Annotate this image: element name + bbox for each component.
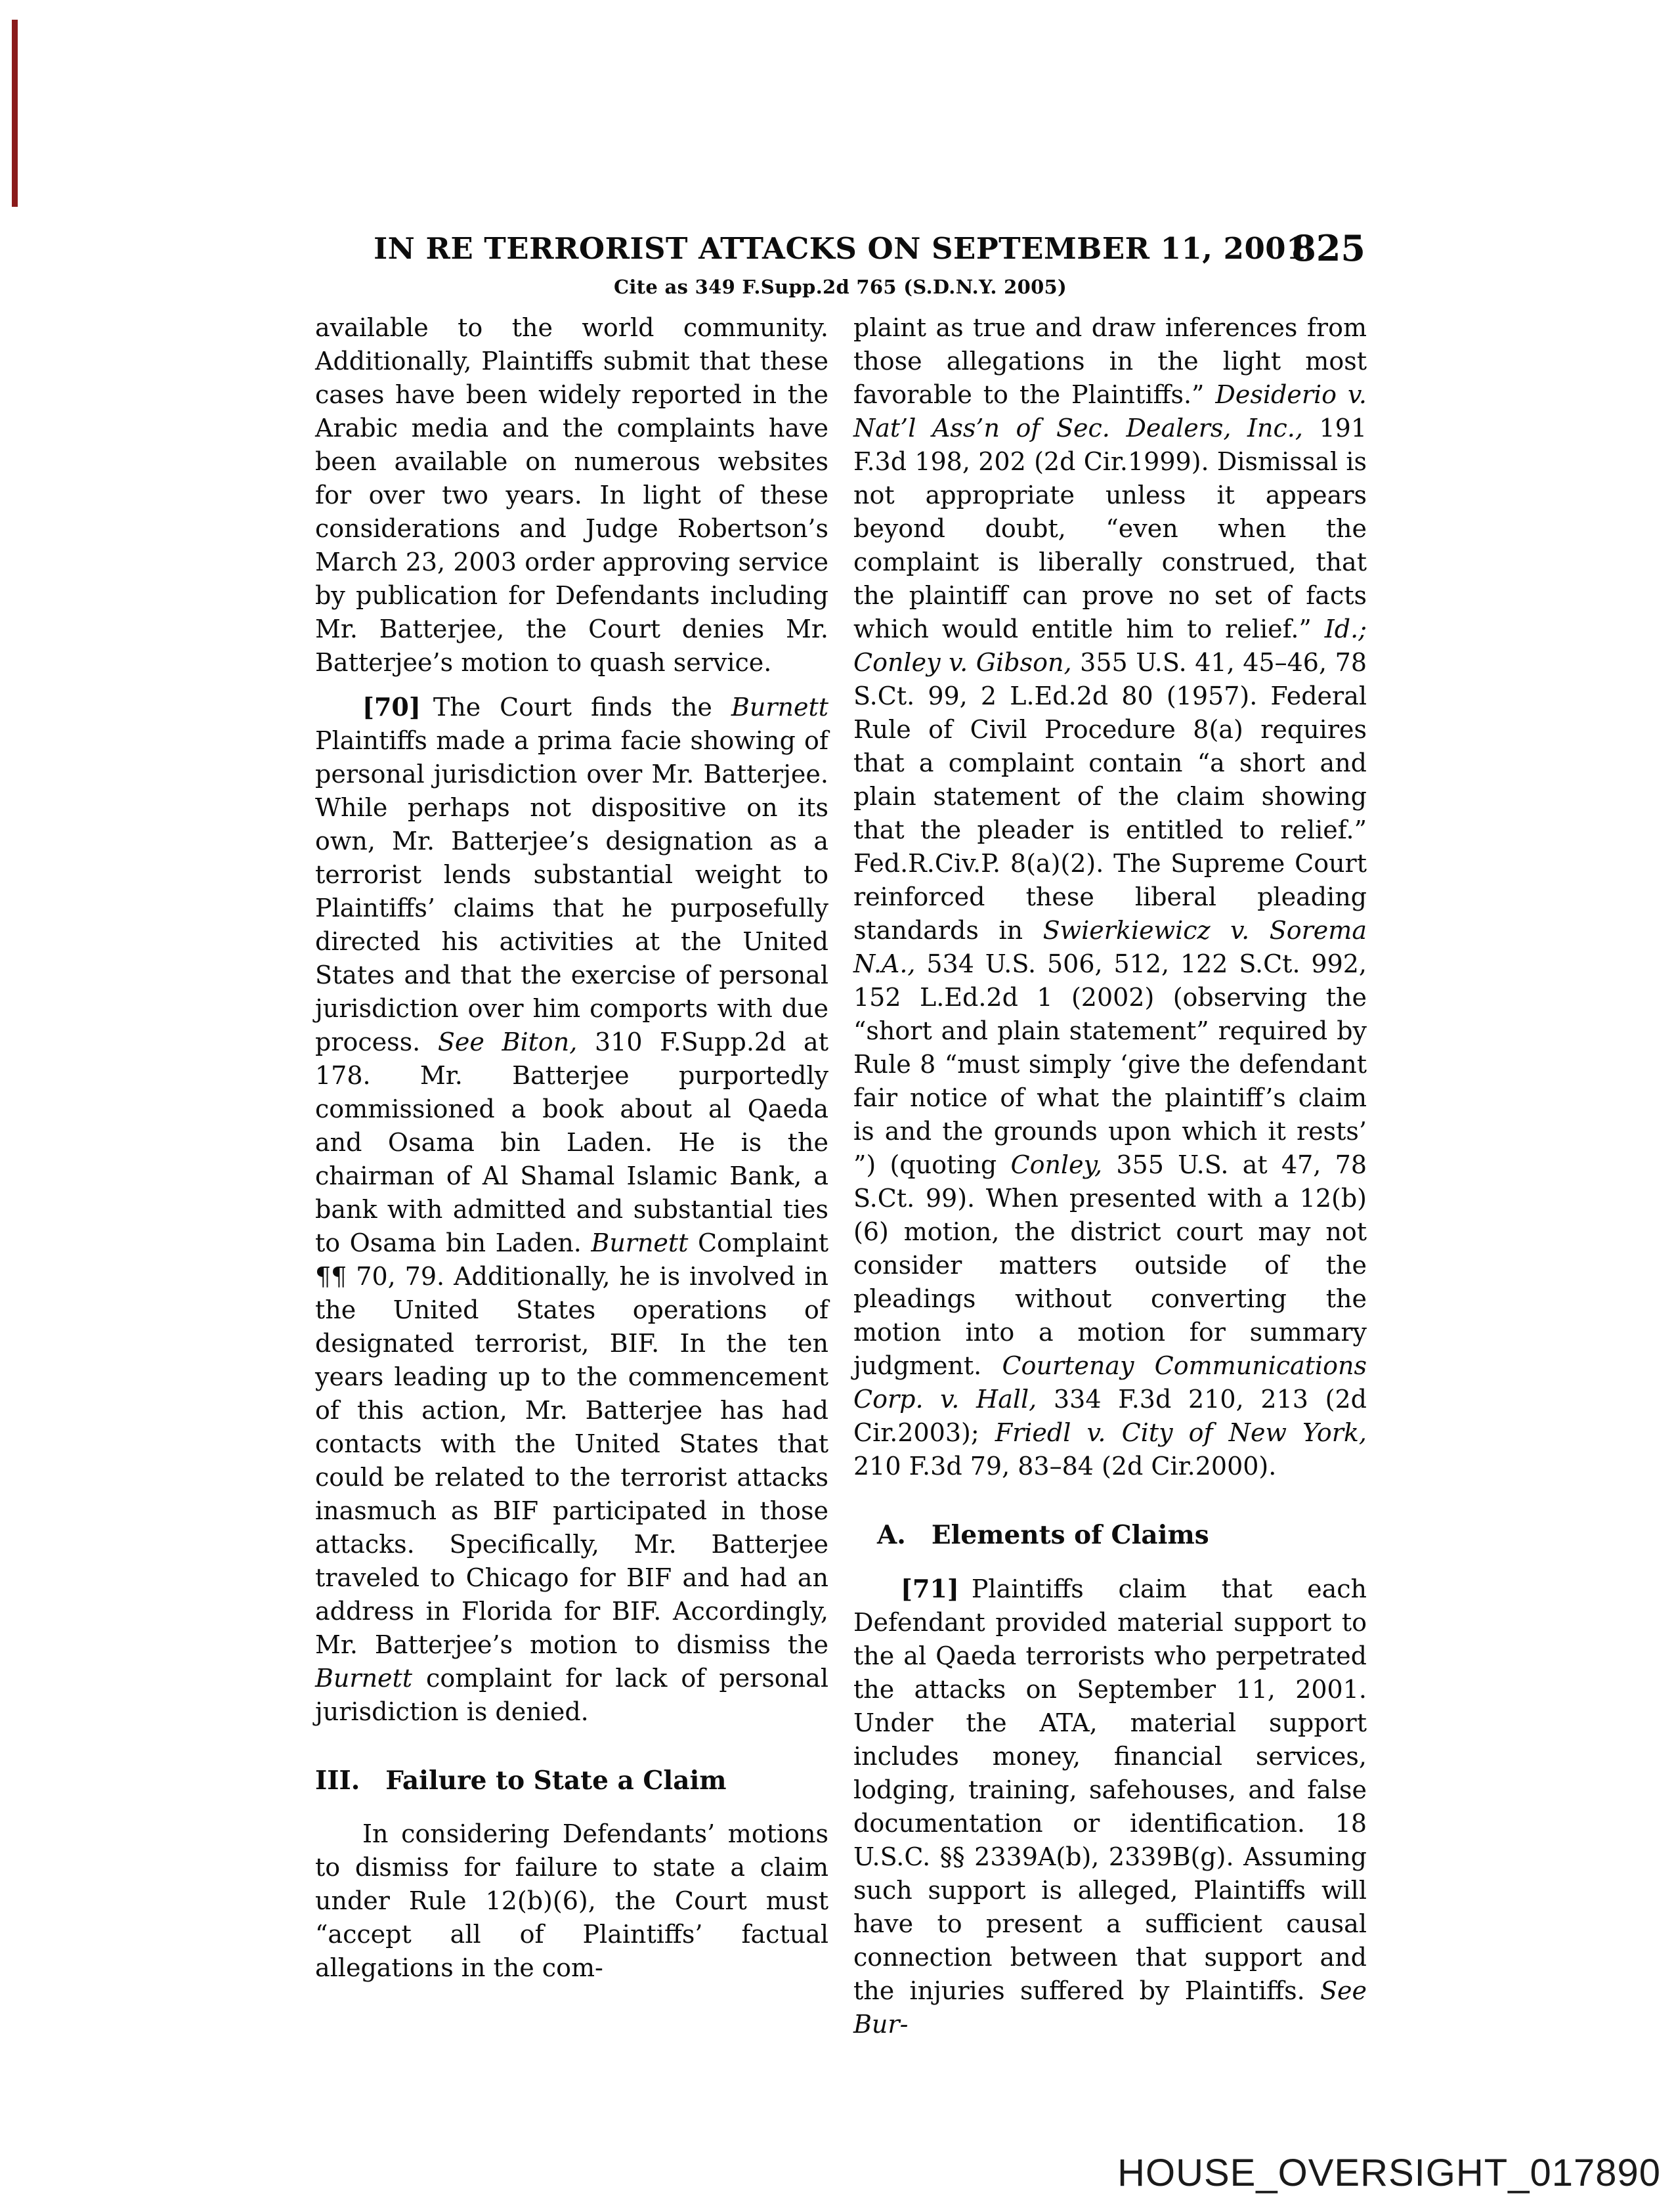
- text-run: 191 F.3d 198, 202 (2d Cir.1999). Dismissal is not appropriate unless it appears beyond doubt, “even when the complaint is liberally construed, that the plaintiff can prove no set of facts which would entitle him to relief.”: [853, 414, 1367, 643]
- right-column: [853, 311, 1367, 2052]
- running-head: [315, 227, 1365, 271]
- italic-text: Conley,: [1010, 1150, 1103, 1179]
- italic-text: See Bur-: [853, 1976, 1367, 2039]
- case-title: IN RE TERRORIST ATTACKS ON SEPTEMBER 11, 2001: [374, 231, 1307, 266]
- italic-text: Burnett: [591, 1228, 689, 1257]
- bold-text: [71]: [901, 1574, 959, 1603]
- italic-text: Swierkiewicz v. Sorema N.A.,: [853, 916, 1367, 978]
- body-paragraph: [315, 690, 828, 1729]
- citation-line: Cite as 349 F.Supp.2d 765 (S.D.N.Y. 2005): [613, 276, 1067, 298]
- bold-text: III. Failure to State a Claim: [315, 1766, 727, 1796]
- italic-text: Desiderio v. Nat’l Ass’n of Sec. Dealers, Inc.,: [853, 380, 1367, 443]
- italic-text: Burnett: [315, 1664, 413, 1693]
- text-run: In considering Defendants’ motions to dismiss for failure to state a claim under Rule 12(b)(6), the Court must “accept all of Plaintiffs’ factual allegations in the com-: [315, 1819, 828, 1982]
- italic-text: Burnett: [731, 693, 828, 722]
- italic-text: Courtenay Communications Corp. v. Hall,: [853, 1351, 1367, 1414]
- text-run: 355 U.S. 41, 45–46, 78 S.Ct. 99, 2 L.Ed.2d 80 (1957). Federal Rule of Civil Procedure 8(a) requires that a complaint contain “a short and plain statement of the claim showing that the pleader is entitled to relief.” Fed.R.Civ.P. 8(a)(2). The Supreme Court reinforced these liberal pleading standards in: [853, 648, 1367, 945]
- bates-number: HOUSE_OVERSIGHT_017890: [1117, 2152, 1661, 2194]
- text-run: 334 F.3d 210, 213 (2d Cir.2003);: [853, 1385, 1367, 1447]
- text-run: Complaint ¶¶ 70, 79. Additionally, he is involved in the United States operations of designated terrorist, BIF. In the ten years leading up to the commencement of this action, Mr. Batterjee has had contacts with the United States that could be related to the terrorist attacks inasmuch as BIF participated in those attacks. Specifically, Mr. Batterjee traveled to Chicago for BIF and had an address in Florida for BIF. Accordingly, Mr. Batterjee’s motion to dismiss the: [315, 1228, 828, 1659]
- body-paragraph: [853, 1572, 1367, 2041]
- text-run: complaint for lack of personal jurisdiction is denied.: [315, 1664, 828, 1726]
- italic-text: See Biton,: [437, 1028, 578, 1056]
- bold-text: A. Elements of Claims: [877, 1520, 1209, 1550]
- italic-text: Conley v. Gibson,: [853, 648, 1072, 677]
- text-run: 210 F.3d 79, 83–84 (2d Cir.2000).: [853, 1452, 1277, 1481]
- italic-text: Id.;: [1324, 615, 1367, 643]
- text-run: plaint as true and draw inferences from those allegations in the light most favorable to the Plaintiffs.”: [853, 313, 1367, 409]
- page-number: 825: [1291, 227, 1365, 269]
- text-run: 355 U.S. at 47, 78 S.Ct. 99). When presented with a 12(b)(6) motion, the district court may not consider matters outside of the pleadings without converting the motion into a motion for summary judgment.: [853, 1150, 1367, 1380]
- italic-text: Friedl v. City of New York,: [995, 1418, 1367, 1447]
- body-paragraph: [315, 1817, 828, 1985]
- section-heading: [315, 1764, 828, 1798]
- text-run: Plaintiffs made a prima facie showing of personal jurisdiction over Mr. Batterjee. While perhaps not dispositive on its own, Mr. Batterjee’s designation as a terrorist lends substantial weight to Plaintiffs’ claims that he purposefully directed his activities at the United States and that the exercise of personal jurisdiction over him comports with due process.: [315, 726, 828, 1056]
- body-paragraph: [853, 311, 1367, 1483]
- text-run: available to the world community. Additionally, Plaintiffs submit that these cases have been widely reported in the Arabic media and the complaints have been available on numerous websites for over two years. In light of these considerations and Judge Robertson’s March 23, 2003 order approving service by publication for Defendants including Mr. Batterjee, the Court denies Mr. Batterjee’s motion to quash service.: [315, 313, 828, 677]
- text-run: 534 U.S. 506, 512, 122 S.Ct. 992, 152 L.Ed.2d 1 (2002) (observing the “short and plain statement” required by Rule 8 “must simply ‘give the defendant fair notice of what the plaintiff’s claim is and the grounds upon which it rests’ ”) (quoting: [853, 949, 1367, 1179]
- text-run: Plaintiffs claim that each Defendant provided material support to the al Qaeda terrorists who perpetrated the attacks on September 11, 2001. Under the ATA, material support includes money, financial services, lodging, training, safehouses, and false documentation or identification. 18 U.S.C. §§ 2339A(b), 2339B(g). Assuming such support is alleged, Plaintiffs will have to present a sufficient causal connection between that support and the injuries suffered by Plaintiffs.: [853, 1574, 1367, 2005]
- text-run: The Court finds the: [420, 693, 731, 722]
- text-columns: [315, 311, 1367, 2052]
- bold-text: [70]: [362, 692, 421, 722]
- left-column: [315, 311, 828, 2052]
- body-paragraph: [315, 311, 828, 680]
- text-run: 310 F.Supp.2d at 178. Mr. Batterjee purportedly commissioned a book about al Qaeda and Osama bin Laden. He is the chairman of Al Shamal Islamic Bank, a bank with admitted and substantial ties to Osama bin Laden.: [315, 1028, 828, 1257]
- left-margin-red-mark: [12, 20, 18, 207]
- section-heading: [853, 1519, 1367, 1552]
